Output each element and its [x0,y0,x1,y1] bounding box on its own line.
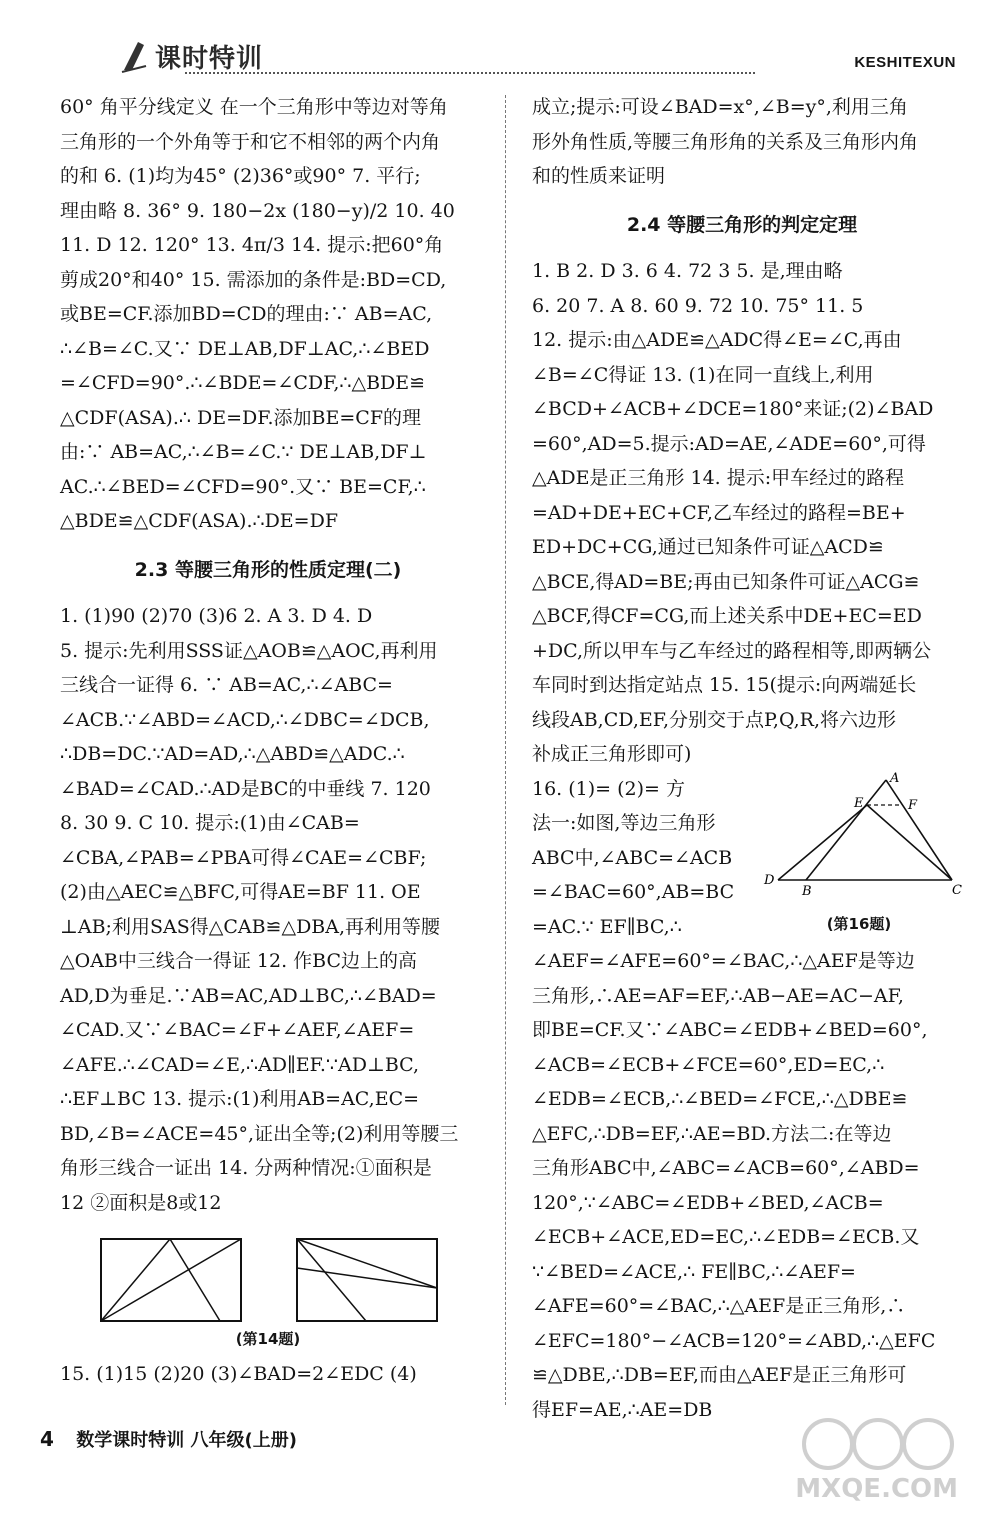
text-line: 1. B 2. D 3. 6 4. 72 3 5. 是,理由略 [532,260,843,282]
text-line: ∠BAD=∠CAD.∴AD是BC的中垂线 7. 120 [60,777,431,800]
book-title: 数学课时特训 八年级(上册) [76,1430,297,1451]
column-divider [505,95,506,1405]
text-line: ∠CAD.又∵∠BAC=∠F+∠AEF,∠AEF= [60,1019,415,1041]
left-column [60,90,476,1391]
text-line: 车同时到达指定站点 15. 15(提示:向两端延长 [532,674,917,696]
text-line: BD,∠B=∠ACE=45°,证出全等;(2)利用等腰三 [60,1122,459,1145]
text-line: △EFC,∴DB=EF,∴AE=BD.方法二:在等边 [532,1122,892,1145]
pen-logo-icon [120,36,150,74]
text-line: 三角形的一个外角等于和它不相邻的两个内角 [60,130,441,153]
text-line: 三线合一证得 6. ∵ AB=AC,∴∠ABC= [60,674,393,696]
text-line: 由:∵ AB=AC,∴∠B=∠C.∵ DE⊥AB,DF⊥ [60,441,427,463]
text-line: ∠AFE=60°=∠BAC,∴△AEF是正三角形,∴ [532,1295,906,1317]
label-a: A [890,771,900,786]
series-logo: 课时特训 [155,44,264,74]
figure-14-caption: (第14题) [235,1330,301,1348]
label-c: C [952,882,962,896]
text-line: 1. (1)90 (2)70 (3)6 2. A 3. D 4. D [60,605,373,627]
text-line: 三角形ABC中,∠ABC=∠ACB=60°,∠ABD= [532,1157,920,1179]
text-line: △BDE≌△CDF(ASA).∴DE=DF [60,510,339,532]
brand-name: KESHITEXUN [854,54,956,71]
text-line: 理由略 8. 36° 9. 180−2x (180−y)/2 10. 40 [60,199,455,222]
right-column [532,90,962,1427]
text-line: ∠AFE.∴∠CAD=∠E,∴AD∥EF.∵AD⊥BC, [60,1053,420,1076]
header-dotted-rule [185,72,755,74]
text-line: ∴EF⊥BC 13. 提示:(1)利用AB=AC,EC= [60,1088,420,1110]
text-line: ∠ACB.∵∠ABD=∠ACD,∴∠DBC=∠DCB, [60,708,430,731]
text-line: 成立;提示:可设∠BAD=x°,∠B=y°,利用三角 [532,96,908,118]
page-footer [40,1426,297,1452]
text-line: ∠EFC=180°−∠ACB=120°=∠ABD,∴△EFC [532,1329,936,1352]
text-line: AD,D为垂足.∵AB=AC,AD⊥BC,∴∠BAD= [60,984,437,1007]
text-line: ≌△DBE,∴DB=EF,而由△AEF是正三角形可 [532,1364,907,1386]
text-line: 和的性质来证明 [532,165,666,187]
answers-2-3 [60,599,476,1220]
text-line: 得EF=AE,∴AE=DB [532,1398,713,1421]
section-title-2-3: 2.3 等腰三角形的性质定理(二) [134,558,402,581]
figure-16-caption: (第16题) [826,915,892,933]
text-line: ABC中,∠ABC=∠ACB [532,846,733,869]
label-f: F [908,797,918,813]
text-line: (2)由△AEC≌△BFC,可得AE=BF 11. OE [60,881,421,903]
text-line: AC.∴∠BED=∠CFD=90°.又∵ BE=CF,∴ [60,475,426,498]
answers-2-3-continued [532,90,952,194]
text-line: △ADE是正三角形 14. 提示:甲车经过的路程 [532,467,905,489]
text-line: ED+DC+CG,通过已知条件可证△ACD≌ [532,536,884,558]
answers-2-4 [532,254,952,772]
text-line: =∠BAC=60°,AB=BC [532,881,735,903]
text-line: 剪成20°和40° 15. 需添加的条件是:BD=CD, [60,268,447,291]
label-e: E [854,795,864,811]
figure-14-rectangle-b [296,1238,438,1322]
text-line: =60°,AD=5.提示:AD=AE,∠ADE=60°,可得 [532,432,926,455]
figure-16-diagram [756,772,962,896]
text-line: ∠BCD+∠ACB+∠DCE=180°来证;(2)∠BAD [532,398,934,420]
text-line: ∠B=∠C得证 13. (1)在同一直线上,利用 [532,363,874,386]
watermark-text: MXQE.COM [795,1474,958,1504]
label-d: D [764,872,775,888]
text-line: 60° 角平分线定义 在一个三角形中等边对等角 [60,96,448,118]
text-line: △BCF,得CF=CG,而上述关系中DE+EC=ED [532,605,922,627]
text-line: △BCE,得AD=BE;再由已知条件可证△ACG≌ [532,570,920,593]
watermark-logo-icon [798,1414,958,1474]
text-line: 15. (1)15 (2)20 (3)∠BAD=2∠EDC (4) [60,1362,417,1385]
text-line: 线段AB,CD,EF,分别交于点P,Q,R,将六边形 [532,708,896,731]
figure-16 [756,772,962,942]
text-line: 法一:如图,等边三角形 [532,812,716,834]
text-line: 12. 提示:由△ADE≌△ADC得∠E=∠C,再由 [532,329,902,351]
text-line: 三角形,∴AE=AF=EF,∴AB−AE=AC−AF, [532,984,904,1007]
text-line: ∠AEF=∠AFE=60°=∠BAC,∴△AEF是等边 [532,950,915,972]
text-line: 或BE=CF.添加BD=CD的理由:∵ AB=AC, [60,303,433,325]
text-line: 形外角性质,等腰三角形角的关系及三角形内角 [532,130,919,153]
text-line: 6. 20 7. A 8. 60 9. 72 10. 75° 11. 5 [532,294,864,317]
text-line: 11. D 12. 120° 13. 4π/3 14. 提示:把60°角 [60,234,444,256]
text-line: 即BE=CF.又∵∠ABC=∠EDB+∠BED=60°, [532,1019,928,1041]
text-line: =AC.∵ EF∥BC,∴ [532,915,682,938]
text-line: =AD+DE+EC+CF,乙车经过的路程=BE+ [532,501,906,524]
text-line: ∴∠B=∠C.又∵ DE⊥AB,DF⊥AC,∴∠BED [60,337,430,360]
text-line: 补成正三角形即可) [532,743,692,765]
text-line: ∴DB=DC.∵AD=AD,∴△ABD≌△ADC.∴ [60,743,405,765]
text-line: 12 ②面积是8或12 [60,1191,222,1214]
text-line: 5. 提示:先利用SSS证△AOB≌△AOC,再利用 [60,639,438,662]
text-line: ⊥AB;利用SAS得△CAB≌△DBA,再利用等腰 [60,915,441,938]
text-line: +DC,所以甲车与乙车经过的路程相等,即两辆公 [532,639,932,662]
page-header [0,0,1000,90]
figure-14-rectangle-a [100,1238,242,1322]
text-line: 角形三线合一证出 14. 分两种情况:①面积是 [60,1157,432,1179]
text-line: ∵∠BED=∠ACE,∴ FE∥BC,∴∠AEF= [532,1260,856,1283]
text-line: ∠ACB=∠ECB+∠FCE=60°,ED=EC,∴ [532,1053,885,1076]
section-title-2-4: 2.4 等腰三角形的判定定理 [626,213,858,236]
page-number: 4 [40,1427,54,1451]
text-line: 16. (1)= (2)= 方 [532,777,686,800]
text-line: 的和 6. (1)均为45° (2)36°或90° 7. 平行; [60,165,421,187]
text-line: 120°,∵∠ABC=∠EDB+∠BED,∠ACB= [532,1191,884,1214]
text-line: =∠CFD=90°.∴∠BDE=∠CDF,∴△BDE≌ [60,372,426,394]
watermark [795,1414,958,1504]
figure-14 [60,1238,476,1322]
text-line: △OAB中三线合一得证 12. 作BC边上的高 [60,950,418,972]
text-line: △CDF(ASA).∴ DE=DF.添加BE=CF的理 [60,406,422,429]
text-line: ∠ECB+∠ACE,ED=EC,∴∠EDB=∠ECB.又 [532,1226,920,1248]
label-b: B [802,883,812,896]
text-line: ∠CBA,∠PAB=∠PBA可得∠CAE=∠CBF; [60,846,427,869]
answers-2-2-continued [60,90,476,539]
text-line: 8. 30 9. C 10. 提示:(1)由∠CAB= [60,812,360,834]
text-line: ∠EDB=∠ECB,∴∠BED=∠FCE,∴△DBE≌ [532,1088,908,1110]
